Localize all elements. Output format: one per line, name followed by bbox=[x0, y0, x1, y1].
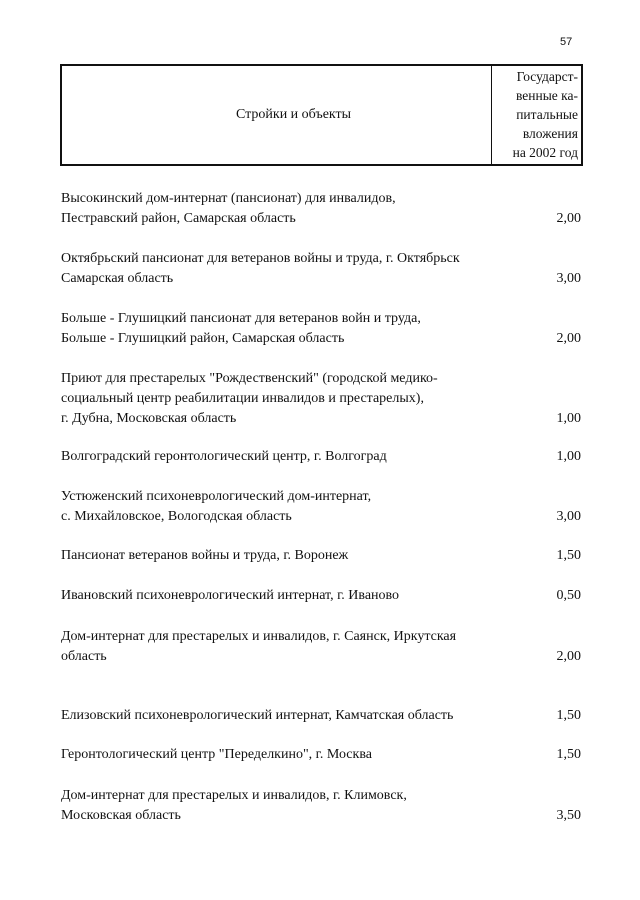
entry-name bbox=[61, 706, 521, 726]
entry-name-line: Устюженский психоневрологический дом-интернат, bbox=[61, 489, 372, 504]
entry-value: 3,00 bbox=[556, 509, 581, 524]
entry-value: 2,00 bbox=[556, 649, 581, 664]
list-item bbox=[61, 189, 583, 229]
entry-name-line: Пестравский район, Самарская область bbox=[61, 211, 296, 226]
entry-name bbox=[61, 309, 521, 349]
list-item bbox=[61, 309, 583, 349]
list-item bbox=[61, 369, 583, 429]
entry-name bbox=[61, 546, 521, 566]
list-item bbox=[61, 786, 583, 826]
header-investment-line: венные ка- bbox=[515, 88, 578, 103]
header-investment-line: Государст- bbox=[516, 69, 578, 84]
entry-name-line: Высокинский дом-интернат (пансионат) для инвалидов, bbox=[61, 191, 396, 206]
entry-value: 3,50 bbox=[556, 808, 581, 823]
entry-name-line: Ивановский психоневрологический интернат, г. Иваново bbox=[61, 588, 400, 603]
list-item bbox=[61, 706, 583, 726]
entry-name bbox=[61, 369, 521, 429]
list-item bbox=[61, 447, 583, 467]
entry-name-line: Самарская область bbox=[61, 271, 174, 286]
entry-name bbox=[61, 586, 521, 606]
entry-name-line: Пансионат ветеранов войны и труда, г. Воронеж bbox=[61, 548, 349, 563]
list-item bbox=[61, 745, 583, 765]
entry-name-line: с. Михайловское, Вологодская область bbox=[61, 509, 292, 524]
header-investment-label bbox=[492, 66, 581, 164]
entry-name-line: Елизовский психоневрологический интернат, Камчатская область bbox=[61, 708, 454, 723]
page-number: 57 bbox=[560, 36, 573, 48]
entry-name-line: Волгоградский геронтологический центр, г. Волгоград bbox=[61, 449, 387, 464]
entry-value: 3,00 bbox=[556, 271, 581, 286]
entry-value: 0,50 bbox=[556, 588, 581, 603]
table-header bbox=[60, 64, 583, 166]
entry-name bbox=[61, 447, 521, 467]
entry-name-line: г. Дубна, Московская область bbox=[61, 411, 237, 426]
list-item bbox=[61, 627, 583, 667]
list-item bbox=[61, 487, 583, 527]
entry-value: 1,00 bbox=[556, 449, 581, 464]
header-investment-line: питальные bbox=[516, 107, 578, 122]
list-item bbox=[61, 546, 583, 566]
list-item bbox=[61, 249, 583, 289]
header-investment-line: вложения bbox=[522, 126, 578, 141]
entry-name-line: Больше - Глушицкий район, Самарская область bbox=[61, 331, 345, 346]
entry-name bbox=[61, 786, 521, 826]
entry-name-line: социальный центр реабилитации инвалидов и престарелых), bbox=[61, 391, 424, 406]
entry-name-line: Октябрьский пансионат для ветеранов войны и труда, г. Октябрьск bbox=[61, 251, 460, 266]
entry-value: 1,50 bbox=[556, 747, 581, 762]
entry-name bbox=[61, 627, 521, 667]
entry-name-line: Геронтологический центр "Переделкино", г. Москва bbox=[61, 747, 372, 762]
list-item bbox=[61, 586, 583, 606]
header-investment-line: на 2002 год bbox=[512, 145, 578, 160]
header-objects-label: Стройки и объекты bbox=[62, 66, 492, 164]
entry-value: 2,00 bbox=[556, 211, 581, 226]
entry-value: 2,00 bbox=[556, 331, 581, 346]
entry-name bbox=[61, 745, 521, 765]
entry-name-line: Дом-интернат для престарелых и инвалидов, г. Саянск, Иркутская bbox=[61, 629, 457, 644]
entry-name bbox=[61, 249, 521, 289]
entry-name-line: Приют для престарелых "Рождественский" (городской медико- bbox=[61, 371, 438, 386]
entry-name-line: Московская область bbox=[61, 808, 181, 823]
entry-name-line: область bbox=[61, 649, 107, 664]
entry-name-line: Больше - Глушицкий пансионат для ветеранов войн и труда, bbox=[61, 311, 421, 326]
entry-value: 1,00 bbox=[556, 411, 581, 426]
entry-value: 1,50 bbox=[556, 548, 581, 563]
entry-name bbox=[61, 487, 521, 527]
entry-name-line: Дом-интернат для престарелых и инвалидов, г. Климовск, bbox=[61, 788, 407, 803]
entry-name bbox=[61, 189, 521, 229]
entry-value: 1,50 bbox=[556, 708, 581, 723]
